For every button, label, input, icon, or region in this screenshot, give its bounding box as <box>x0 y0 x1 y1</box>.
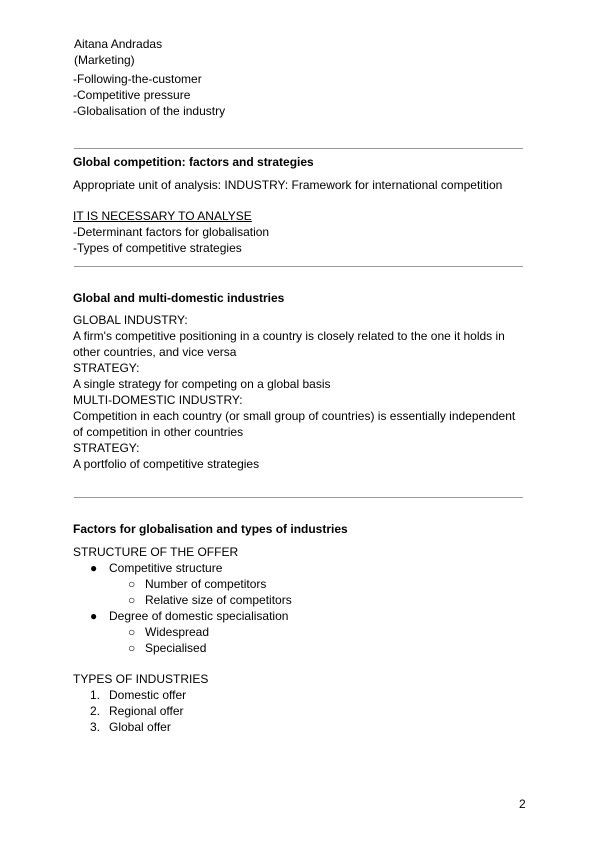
bullet-item <box>73 608 473 624</box>
types-heading: TYPES OF INDUSTRIES <box>73 672 209 686</box>
text-line: A firm's competitive positioning in a country is closely related to the one it holds in <box>73 329 505 343</box>
text-line: A portfolio of competitive strategies <box>73 457 260 471</box>
bullet-dot-icon: ● <box>90 609 98 623</box>
text-line: other countries, and vice versa <box>73 345 237 359</box>
item-label: Global offer <box>109 720 171 734</box>
bullet-item <box>73 560 473 576</box>
section-divider <box>74 497 523 498</box>
text-line: of competition in other countries <box>73 425 244 439</box>
sub-bullet-item <box>73 592 473 608</box>
section2-body <box>73 312 515 472</box>
structure-block <box>73 544 473 656</box>
text-line: GLOBAL INDUSTRY: <box>73 313 188 327</box>
section-divider <box>74 148 523 149</box>
subheading: IT IS NECESSARY TO ANALYSE <box>73 209 252 223</box>
section-title: Global competition: factors and strategies <box>73 155 314 169</box>
bullet-circle-icon: ○ <box>128 593 136 607</box>
list-item: -Following-the-customer <box>73 72 202 86</box>
text-line: MULTI-DOMESTIC INDUSTRY: <box>73 393 243 407</box>
list-item: -Competitive pressure <box>73 88 191 102</box>
sub-bullet-item <box>73 624 473 640</box>
text-line: STRATEGY: <box>73 441 140 455</box>
sub-bullet-item <box>73 576 473 592</box>
page-number: 2 <box>519 797 526 811</box>
text-line: STRATEGY: <box>73 361 140 375</box>
item-number: 3. <box>90 720 101 734</box>
bullet-label: Competitive structure <box>109 561 223 575</box>
bullet-circle-icon: ○ <box>128 625 136 639</box>
section1-analysis <box>73 208 269 256</box>
bullet-circle-icon: ○ <box>128 577 136 591</box>
list-item: -Types of competitive strategies <box>73 241 242 255</box>
numbered-item <box>73 687 373 703</box>
numbered-item <box>73 719 373 735</box>
section-divider <box>74 266 523 267</box>
item-number: 2. <box>90 704 101 718</box>
item-label: Domestic offer <box>109 688 187 702</box>
section1-body <box>73 177 502 193</box>
section-factors-types <box>73 521 348 537</box>
text-line: Competition in each country (or small group of countries) is essentially independent <box>73 409 516 423</box>
sub-bullet-label: Number of competitors <box>145 577 267 591</box>
bullet-circle-icon: ○ <box>128 641 136 655</box>
section-title: Factors for globalisation and types of industries <box>73 522 348 536</box>
section-title: Global and multi-domestic industries <box>73 291 285 305</box>
types-block <box>73 671 373 735</box>
sub-bullet-label: Widespread <box>145 625 210 639</box>
bullet-label: Degree of domestic specialisation <box>109 609 289 623</box>
structure-heading: STRUCTURE OF THE OFFER <box>73 545 239 559</box>
item-label: Regional offer <box>109 704 184 718</box>
section-global-competition <box>73 154 314 170</box>
item-number: 1. <box>90 688 101 702</box>
numbered-item <box>73 703 373 719</box>
text-line: A single strategy for competing on a global basis <box>73 377 331 391</box>
author-name: Aitana Andradas <box>74 37 163 51</box>
subject-label: (Marketing) <box>74 53 135 67</box>
list-item: -Determinant factors for globalisation <box>73 225 270 239</box>
sub-bullet-item <box>73 640 473 656</box>
paragraph: Appropriate unit of analysis: INDUSTRY: Framework for international competition <box>73 178 503 192</box>
sub-bullet-label: Relative size of competitors <box>145 593 292 607</box>
header <box>74 36 162 68</box>
list-item: -Globalisation of the industry <box>73 104 226 118</box>
sub-bullet-label: Specialised <box>145 641 207 655</box>
intro-list <box>73 71 225 119</box>
section-global-multidomestic <box>73 290 284 306</box>
bullet-dot-icon: ● <box>90 561 98 575</box>
